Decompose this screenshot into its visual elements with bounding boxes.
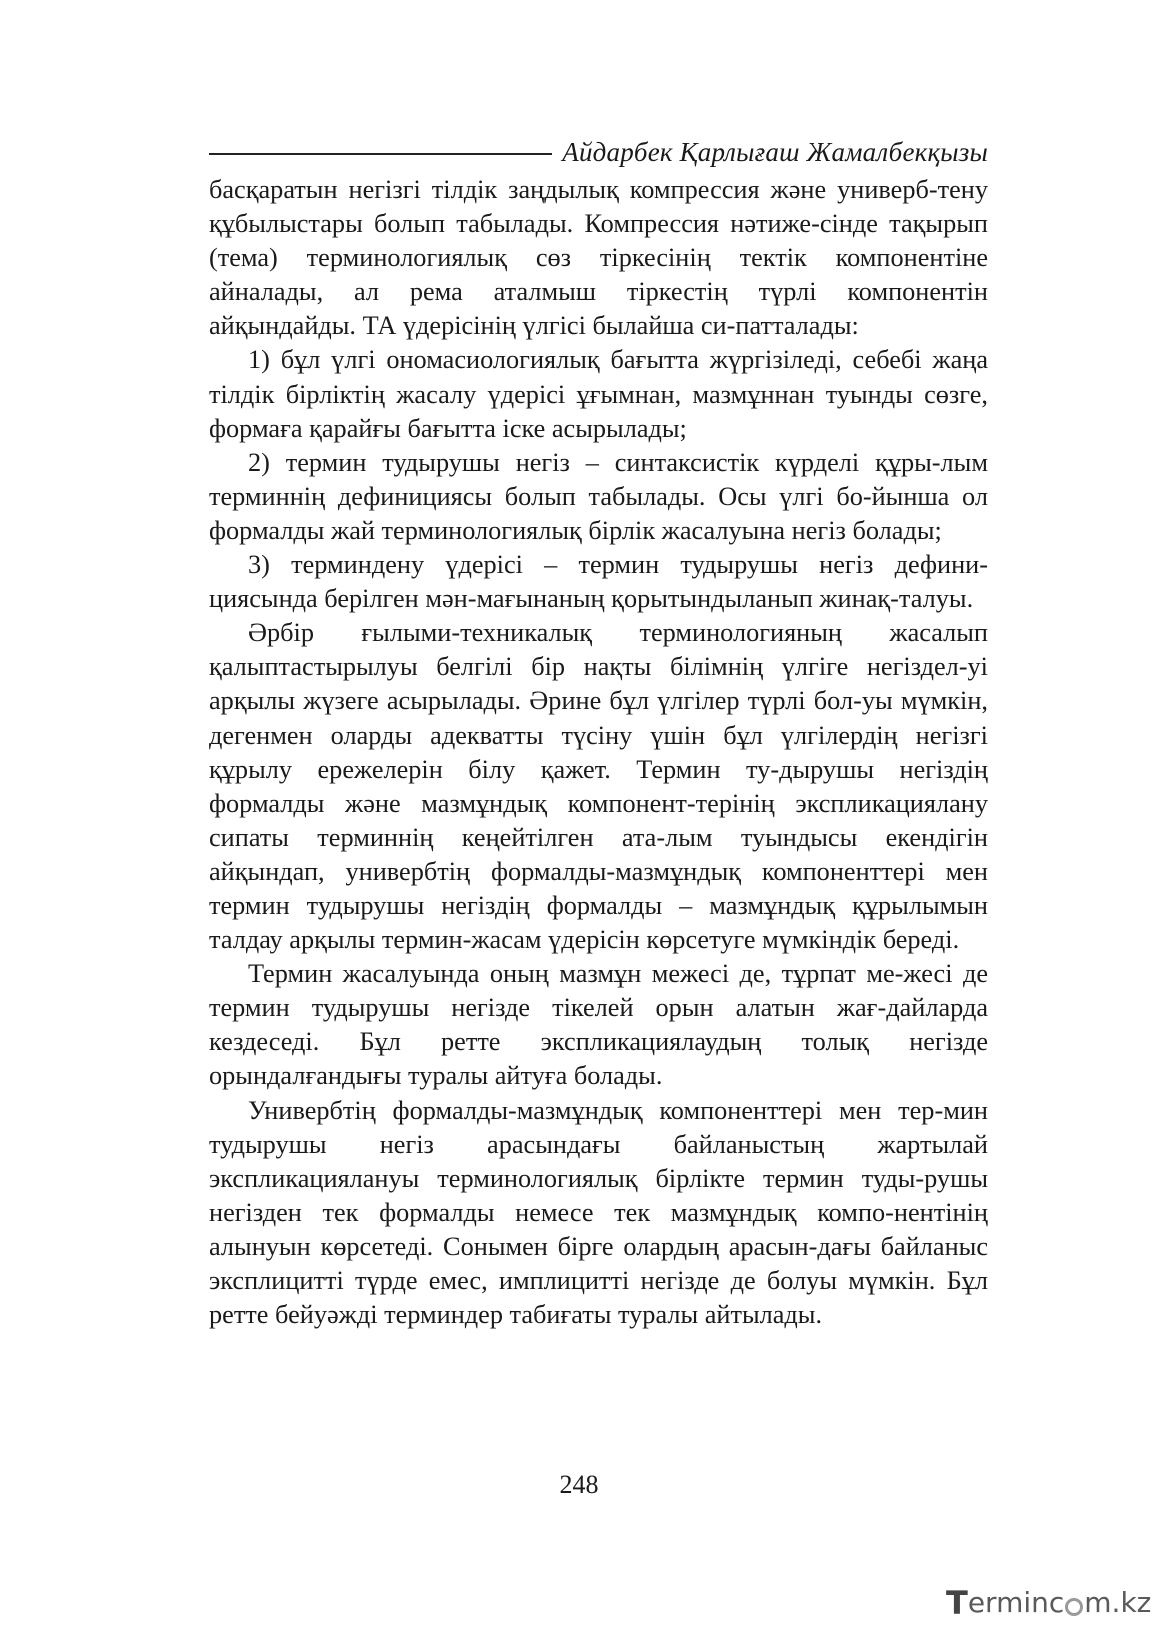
paragraph: басқаратын негізгі тілдік заңдылық компрессия және универб-тену құбылыстары болып табылады. Компрессия нәтиже-сінде тақырып (тема) терминологиялық сөз тіркесінің тектік компонентіне айналады, ал рема аталмыш тіркестің түрлі компонентін айқындайды. ТА үдерісінің үлгісі былайша си-патталады: bbox=[209, 175, 988, 341]
watermark-circle-icon bbox=[1065, 1598, 1083, 1616]
page-number: 248 bbox=[559, 1470, 599, 1499]
running-header bbox=[209, 134, 988, 170]
paragraph: Термин жасалуында оның мазмұн межесі де, тұрпат ме-жесі де термин тудырушы негізде тікелей орын алатын жағ-дайларда кездеседі. Бұл ретте экспликациялаудың толық негізде орындалғандығы туралы айтуға болады. bbox=[209, 959, 988, 1091]
header-rule bbox=[209, 153, 552, 155]
header-author: Айдарбек Қарлығаш Жамалбекқызы bbox=[562, 136, 988, 167]
paragraph: 1) бұл үлгі ономасиологиялық бағытта жүргізіледі, себебі жаңа тілдік бірліктің жасалу үдерісі ұғымнан, мазмұннан туынды сөзге, формаға қарайғы бағытта іске асырылады; bbox=[209, 345, 988, 443]
watermark-t-glyph: T bbox=[946, 1584, 968, 1622]
paragraph: Универбтің формалды-мазмұндық компоненттері мен тер-мин тудырушы негіз арасындағы байланыстың жартылай экспликациялануы терминологиялық бірлікте термин туды-рушы негізден тек формалды немесе тек мазмұндық компо-нентінің алынуын көрсетеді. Сонымен бірге олардың арасын-дағы байланыс эксплицитті түрде емес, имплицитті негізде де болуы мүмкін. Бұл ретте бейуәжді терминдер табиғаты туралы айтылады. bbox=[209, 1095, 988, 1330]
body-text bbox=[209, 173, 988, 1332]
watermark-logo: T erminc m.kz bbox=[946, 1584, 1152, 1622]
paragraph: 3) терминдену үдерісі – термин тудырушы негіз дефини-циясында берілген мән-мағынаның қорытындыланып жинақ-талуы. bbox=[209, 550, 988, 614]
paragraph: Әрбір ғылыми-техникалық терминологияның жасалып қалыптастырылуы белгілі бір нақты білімнің үлгіге негіздел-уі арқылы жүзеге асырылады. Әрине бұл үлгілер түрлі бол-уы мүмкін, дегенмен оларды адекватты түсіну үшін бұл үлгілердің негізгі құрылу ережелерін білу қажет. Термин ту-дырушы негіздің формалды және мазмұндық компонент-терінің экспликациялану сипаты терминнің кеңейтілген ата-лым туындысы екендігін айқындап, универбтің формалды-мазмұндық компоненттері мен термин тудырушы негіздің формалды – мазмұндық құрылымын талдау арқылы термин-жасам үдерісін көрсетуге мүмкіндік береді. bbox=[209, 618, 988, 955]
paragraph: 2) термин тудырушы негіз – синтаксистік күрделі құры-лым терминнің дефинициясы болып табылады. Осы үлгі бо-йынша ол формалды жай терминологиялық бірлік жасалуына негіз болады; bbox=[209, 447, 988, 545]
